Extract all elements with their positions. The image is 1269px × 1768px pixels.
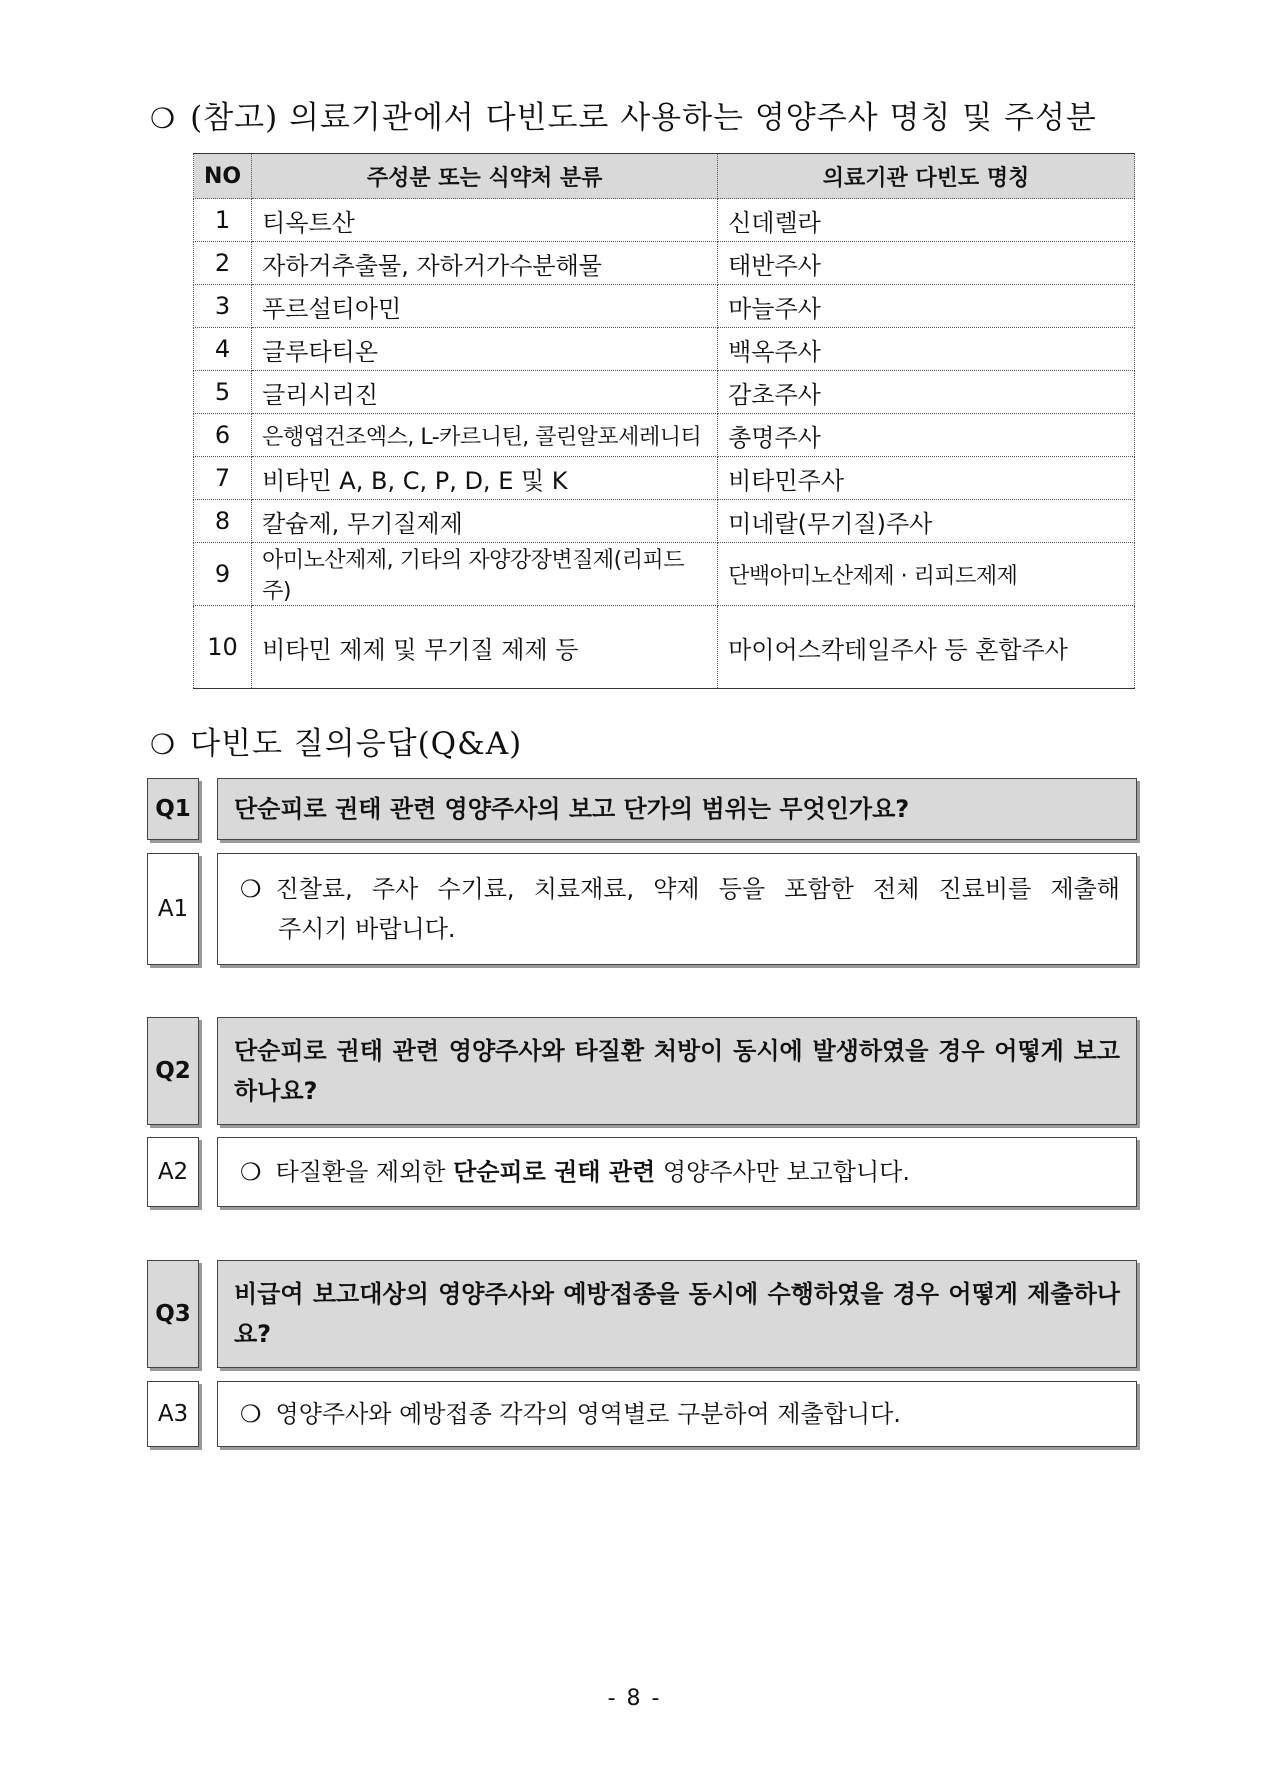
row-no: 6 [194,414,252,457]
table-row [194,242,1135,285]
row-no: 3 [194,285,252,328]
row-ingredient: 글리시리진 [252,371,718,414]
header-ingredient: 주성분 또는 식약처 분류 [252,154,718,199]
row-ingredient: 은행엽건조엑스, L-카르니틴, 콜린알포세레니티 [252,414,718,457]
answer-label-a2: A2 [147,1137,199,1207]
section-title: 다빈도 질의응답(Q&A) [190,726,523,762]
row-name: 신데렐라 [718,199,1135,242]
question-text: 단순피로 권태 관련 영양주사와 타질환 처방이 동시에 발생하였을 경우 어떻게 보고하나요? [234,1037,1120,1105]
row-no: 2 [194,242,252,285]
answer-box-a2 [217,1137,1137,1207]
ingredient-table [193,153,1135,689]
answer-text-line1: 진찰료, 주사 수기료, 치료재료, 약제 등을 포함한 전체 진료비를 제출해 [275,875,1120,903]
row-no: 4 [194,328,252,371]
section-heading-reference [150,92,1097,137]
table-row [194,371,1135,414]
row-no: 8 [194,500,252,543]
row-name: 태반주사 [718,242,1135,285]
header-no: NO [194,154,252,199]
row-name: 비타민주사 [718,457,1135,500]
circle-bullet-icon: ❍ [240,1400,262,1428]
table-row [194,606,1135,689]
row-ingredient: 자하거추출물, 자하거가수분해물 [252,242,718,285]
table-row [194,285,1135,328]
question-label-q2: Q2 [147,1017,199,1125]
row-ingredient: 티옥트산 [252,199,718,242]
row-name: 감초주사 [718,371,1135,414]
circle-bullet-icon: ❍ [240,875,262,903]
row-no: 1 [194,199,252,242]
table-row [194,543,1135,606]
table-row [194,457,1135,500]
question-label-q3: Q3 [147,1260,199,1368]
question-label-q1: Q1 [147,778,199,840]
row-ingredient: 푸르설티아민 [252,285,718,328]
page-number: - 8 - [607,1686,662,1711]
row-ingredient: 칼슘제, 무기질제제 [252,500,718,543]
row-name: 미네랄(무기질)주사 [718,500,1135,543]
question-text: 단순피로 권태 관련 영양주사의 보고 단가의 범위는 무엇인가요? [234,795,910,823]
question-box-q3 [217,1260,1137,1368]
row-ingredient: 비타민 제제 및 무기질 제제 등 [252,606,718,689]
row-no: 10 [194,606,252,689]
answer-box-a3 [217,1381,1137,1447]
table-row [194,414,1135,457]
question-box-q1 [217,778,1137,840]
answer-text: 타질환을 제외한 [275,1158,454,1186]
row-ingredient: 비타민 A, B, C, P, D, E 및 K [252,457,718,500]
row-name: 단백아미노산제제 · 리피드제제 [718,543,1135,606]
answer-label-a3: A3 [147,1381,199,1447]
row-no: 5 [194,371,252,414]
circle-bullet-icon: ❍ [150,102,177,135]
row-name: 총명주사 [718,414,1135,457]
answer-text-end: 영양주사만 보고합니다. [655,1158,910,1186]
circle-bullet-icon: ❍ [240,1158,262,1186]
answer-text-line2: 주시기 바랍니다. [278,915,456,943]
row-name: 마늘주사 [718,285,1135,328]
answer-emphasis: 단순피로 권태 관련 [453,1158,656,1186]
answer-text: 영양주사와 예방접종 각각의 영역별로 구분하여 제출합니다. [275,1400,901,1428]
row-name: 마이어스칵테일주사 등 혼합주사 [718,606,1135,689]
header-name: 의료기관 다빈도 명칭 [718,154,1135,199]
table-row [194,328,1135,371]
section-heading-qa [150,718,522,763]
circle-bullet-icon: ❍ [150,728,177,761]
question-text: 비급여 보고대상의 영양주사와 예방접종을 동시에 수행하였을 경우 어떻게 제출하나요? [234,1280,1120,1348]
section-title: (참고) 의료기관에서 다빈도로 사용하는 영양주사 명칭 및 주성분 [190,100,1097,136]
answer-box-a1 [217,853,1137,965]
row-no: 9 [194,543,252,606]
row-name: 백옥주사 [718,328,1135,371]
question-box-q2 [217,1017,1137,1125]
row-ingredient: 글루타티온 [252,328,718,371]
answer-label-a1: A1 [147,853,199,965]
table-header-row [194,154,1135,199]
row-no: 7 [194,457,252,500]
row-ingredient: 아미노산제제, 기타의 자양강장변질제(리피드주) [252,543,718,606]
table-row [194,500,1135,543]
table-row [194,199,1135,242]
